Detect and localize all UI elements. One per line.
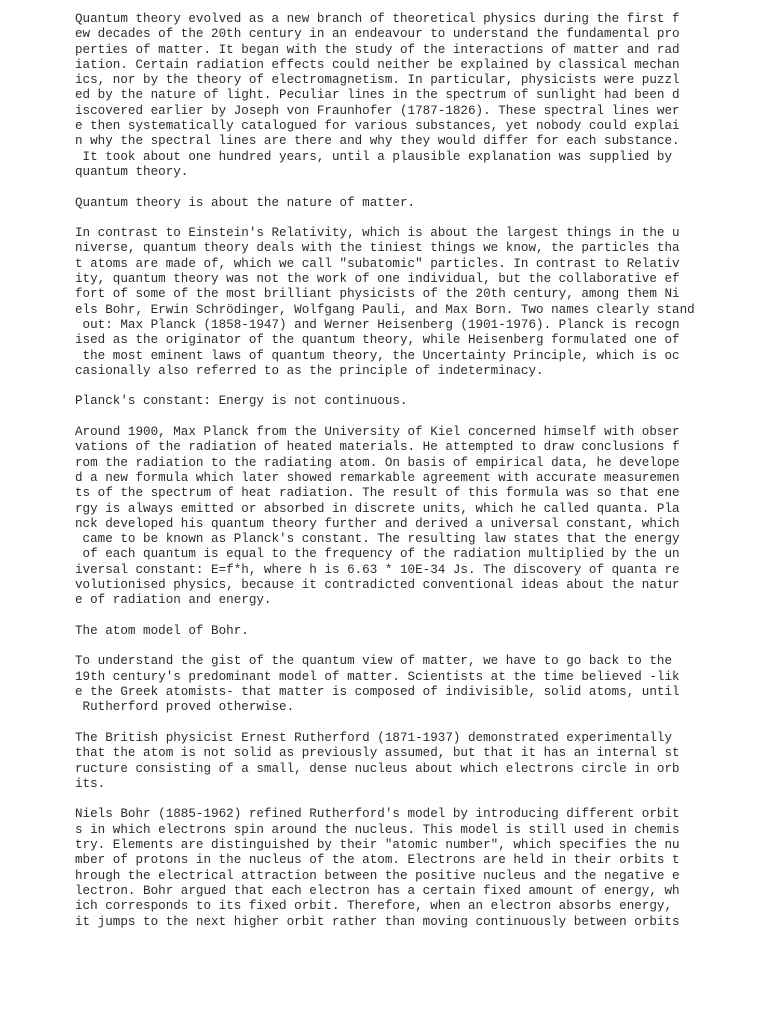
text-line: out: Max Planck (1858-1947) and Werner Heisenberg (1901-1976). Planck is recogn	[75, 317, 680, 332]
text-line: els Bohr, Erwin Schrödinger, Wolfgang Pauli, and Max Born. Two names clearly stand	[75, 302, 695, 317]
text-line: In contrast to Einstein's Relativity, which is about the largest things in the u	[75, 226, 680, 241]
text-line: mber of protons in the nucleus of the atom. Electrons are held in their orbits t	[75, 853, 680, 868]
text-line: ity, quantum theory was not the work of one individual, but the collaborative ef	[75, 272, 680, 287]
text-line: n why the spectral lines are there and why they would differ for each substance.	[75, 134, 680, 149]
text-line: nck developed his quantum theory further and derived a universal constant, which	[75, 516, 680, 531]
text-line: Planck's constant: Energy is not continuous.	[75, 394, 408, 409]
text-line: try. Elements are distinguished by their "atomic number", which specifies the nu	[75, 838, 680, 853]
text-line: 19th century's predominant model of matter. Scientists at the time believed -lik	[75, 669, 680, 684]
text-line: Quantum theory is about the nature of matter.	[75, 195, 416, 210]
text-line: The atom model of Bohr.	[75, 623, 249, 638]
text-line: To understand the gist of the quantum view of matter, we have to go back to the	[75, 654, 673, 669]
text-line: vations of the radiation of heated materials. He attempted to draw conclusions f	[75, 440, 680, 455]
paragraph	[75, 654, 685, 715]
paragraph	[75, 12, 685, 180]
text-line: quantum theory.	[75, 164, 189, 179]
text-line: e of radiation and energy.	[75, 593, 272, 608]
text-line: Quantum theory evolved as a new branch of theoretical physics during the first f	[75, 12, 680, 26]
text-line: casionally also referred to as the principle of indeterminacy.	[75, 363, 544, 378]
text-line: e then systematically catalogued for various substances, yet nobody could explai	[75, 119, 680, 134]
text-line: t atoms are made of, which we call "subatomic" particles. In contrast to Relativ	[75, 256, 680, 271]
text-line: that the atom is not solid as previously assumed, but that it has an internal st	[75, 746, 680, 761]
text-line: perties of matter. It began with the study of the interactions of matter and rad	[75, 42, 680, 57]
text-line: hrough the electrical attraction between the positive nucleus and the negative e	[75, 868, 680, 883]
text-line: It took about one hundred years, until a plausible explanation was supplied by	[75, 149, 673, 164]
text-line: ructure consisting of a small, dense nucleus about which electrons circle in orb	[75, 761, 680, 776]
document-body	[75, 12, 695, 945]
text-line: s in which electrons spin around the nucleus. This model is still used in chemis	[75, 822, 680, 837]
text-line: iversal constant: E=f*h, where h is 6.63 * 10E-34 Js. The discovery of quanta re	[75, 562, 680, 577]
text-line: of each quantum is equal to the frequency of the radiation multiplied by the un	[75, 547, 680, 562]
text-line: its.	[75, 776, 106, 791]
text-line: Rutherford proved otherwise.	[75, 700, 295, 715]
text-line: came to be known as Planck's constant. The resulting law states that the energy	[75, 532, 680, 547]
text-line: it jumps to the next higher orbit rather than moving continuously between orbits	[75, 914, 680, 929]
paragraph	[75, 624, 685, 639]
paragraph	[75, 425, 685, 609]
paragraph	[75, 731, 685, 792]
text-line: Around 1900, Max Planck from the University of Kiel concerned himself with obser	[75, 425, 680, 440]
text-line: ics, nor by the theory of electromagnetism. In particular, physicists were puzzl	[75, 73, 680, 88]
text-line: fort of some of the most brilliant physicists of the 20th century, among them Ni	[75, 287, 680, 302]
text-line: rom the radiation to the radiating atom. On basis of empirical data, he develope	[75, 455, 680, 470]
text-line: the most eminent laws of quantum theory, the Uncertainty Principle, which is oc	[75, 348, 680, 363]
text-line: ed by the nature of light. Peculiar lines in the spectrum of sunlight had been d	[75, 88, 680, 103]
text-line: ich corresponds to its fixed orbit. Therefore, when an electron absorbs energy,	[75, 899, 673, 914]
text-line: ew decades of the 20th century in an endeavour to understand the fundamental pro	[75, 27, 680, 42]
text-line: lectron. Bohr argued that each electron has a certain fixed amount of energy, wh	[75, 883, 680, 898]
text-line: Niels Bohr (1885-1962) refined Rutherford's model by introducing different orbit	[75, 807, 680, 822]
paragraph	[75, 226, 695, 379]
paragraph	[75, 196, 685, 211]
text-line: volutionised physics, because it contradicted conventional ideas about the natur	[75, 577, 680, 592]
text-line: iation. Certain radiation effects could neither be explained by classical mechan	[75, 57, 680, 72]
paragraph	[75, 394, 685, 409]
text-line: rgy is always emitted or absorbed in discrete units, which he called quanta. Pla	[75, 501, 680, 516]
text-line: The British physicist Ernest Rutherford (1871-1937) demonstrated experimentally	[75, 730, 673, 745]
text-line: ised as the originator of the quantum theory, while Heisenberg formulated one of	[75, 333, 680, 348]
text-line: d a new formula which later showed remarkable agreement with accurate measuremen	[75, 470, 680, 485]
text-line: ts of the spectrum of heat radiation. The result of this formula was so that ene	[75, 486, 680, 501]
paragraph	[75, 807, 685, 929]
text-line: e the Greek atomists- that matter is composed of indivisible, solid atoms, until	[75, 685, 680, 700]
text-line: niverse, quantum theory deals with the tiniest things we know, the particles tha	[75, 241, 680, 256]
text-line: iscovered earlier by Joseph von Fraunhofer (1787-1826). These spectral lines wer	[75, 103, 680, 118]
